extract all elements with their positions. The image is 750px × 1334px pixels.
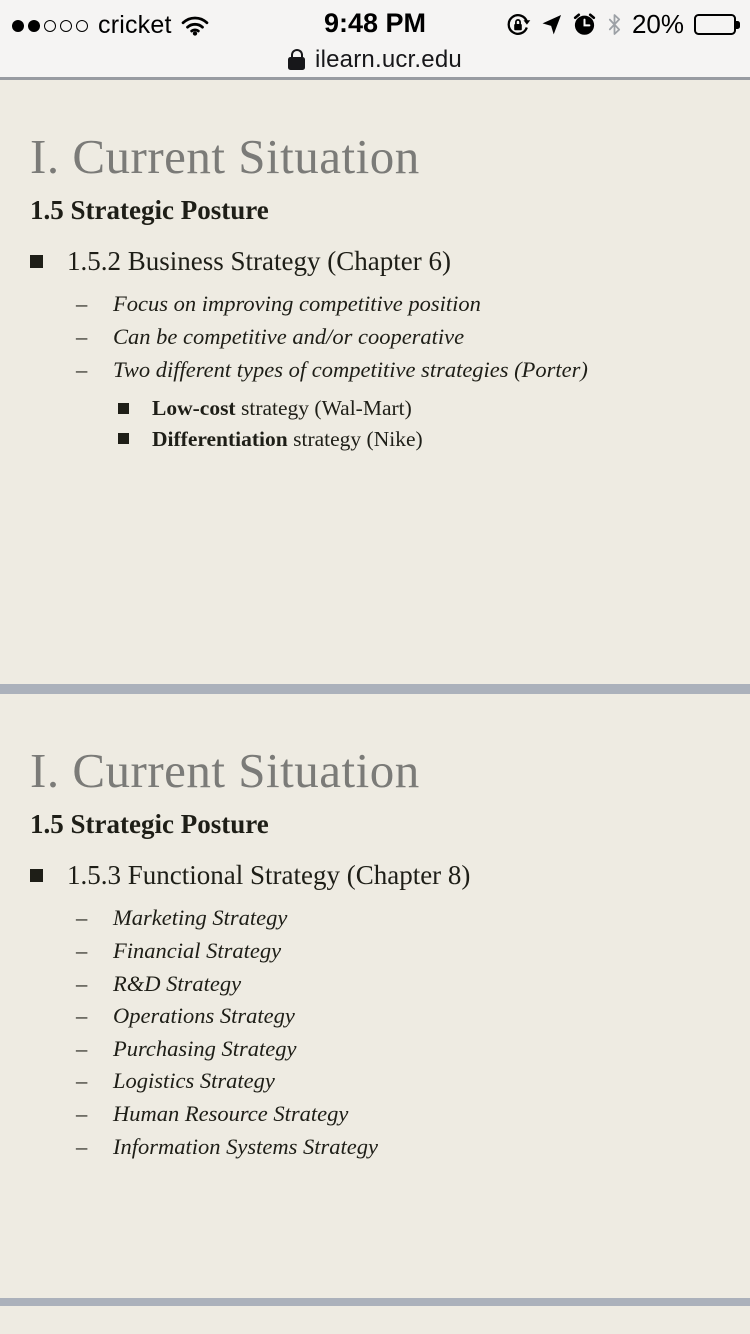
bluetooth-icon xyxy=(607,13,622,36)
dash-bullet: – xyxy=(76,1133,88,1159)
list-item-text xyxy=(152,393,412,424)
slide-divider xyxy=(0,1298,750,1306)
dash-bullet: – xyxy=(76,1035,88,1061)
square-bullet-icon xyxy=(118,403,129,414)
slide-subtitle: 1.5 Strategic Posture xyxy=(30,194,269,225)
list-item xyxy=(0,354,750,387)
slide-subtitle: 1.5 Strategic Posture xyxy=(30,808,269,839)
list-item-text: Can be competitive and/or cooperative xyxy=(113,323,465,349)
clock-time: 9:48 PM xyxy=(323,8,427,38)
list-item xyxy=(0,393,750,424)
dash-bullet: – xyxy=(76,356,88,382)
bullet-heading xyxy=(0,858,750,893)
web-content-scroll-area[interactable] xyxy=(0,80,750,1332)
slide-business-strategy xyxy=(0,80,750,684)
list-item-text: Financial Strategy xyxy=(113,937,282,963)
dash-bullet: – xyxy=(76,291,88,317)
list-item-text xyxy=(152,424,423,455)
list-item-text: Information Systems Strategy xyxy=(113,1133,378,1159)
square-bullet-icon xyxy=(30,255,43,268)
address-bar[interactable] xyxy=(0,42,750,77)
bullet-heading xyxy=(0,244,750,279)
list-item xyxy=(0,1098,750,1131)
square-bullet-icon xyxy=(30,869,43,882)
carrier-label: cricket xyxy=(98,11,172,39)
battery-icon xyxy=(694,14,736,35)
dash-bullet: – xyxy=(76,1003,88,1029)
list-item xyxy=(0,1065,750,1098)
list-item-text: Two different types of competitive strategies (Porter) xyxy=(113,356,588,382)
list-item xyxy=(0,288,750,321)
slide-title: I. Current Situation xyxy=(30,743,420,798)
list-item-text: Logistics Strategy xyxy=(113,1068,275,1094)
list-item xyxy=(0,1033,750,1066)
list-item-text: Operations Strategy xyxy=(113,1003,295,1029)
status-bar[interactable] xyxy=(0,0,750,42)
location-arrow-icon xyxy=(541,14,562,35)
status-right-cluster xyxy=(505,9,740,40)
square-bullet-icon xyxy=(118,433,129,444)
dash-list xyxy=(0,902,750,1163)
url-domain: ilearn.ucr.edu xyxy=(315,45,462,73)
dash-bullet: – xyxy=(76,1068,88,1094)
list-item xyxy=(0,935,750,968)
alarm-clock-icon xyxy=(572,12,597,37)
list-item xyxy=(0,902,750,935)
dash-bullet: – xyxy=(76,970,88,996)
rest-text: strategy (Nike) xyxy=(287,426,423,451)
list-item-text: Purchasing Strategy xyxy=(113,1035,297,1061)
bullet-heading-text: 1.5.2 Business Strategy (Chapter 6) xyxy=(67,246,451,277)
safari-top-chrome xyxy=(0,0,750,80)
dash-bullet: – xyxy=(76,1100,88,1126)
dash-bullet: – xyxy=(76,323,88,349)
list-item xyxy=(0,1131,750,1164)
dash-bullet: – xyxy=(76,905,88,931)
list-item-text: Human Resource Strategy xyxy=(113,1100,349,1126)
list-item-text: Focus on improving competitive position xyxy=(113,291,481,317)
list-item-text: Marketing Strategy xyxy=(113,905,288,931)
slide-title: I. Current Situation xyxy=(30,129,420,184)
lock-icon xyxy=(288,57,305,70)
slide-divider xyxy=(0,684,750,694)
battery-percent-label: 20% xyxy=(631,9,684,39)
list-item-text: R&D Strategy xyxy=(113,970,242,996)
list-item xyxy=(0,424,750,455)
list-item xyxy=(0,968,750,1001)
bold-lead: Differentiation xyxy=(152,426,288,451)
rotation-lock-icon xyxy=(505,12,531,38)
dash-bullet: – xyxy=(76,937,88,963)
rest-text: strategy (Wal-Mart) xyxy=(235,396,412,421)
dash-list xyxy=(0,288,750,386)
list-item xyxy=(0,1000,750,1033)
slide-functional-strategy xyxy=(0,694,750,1298)
bold-lead: Low-cost xyxy=(152,396,236,421)
square-sublist xyxy=(0,393,750,454)
slide-next-partial xyxy=(0,1306,750,1332)
list-item xyxy=(0,321,750,354)
bullet-heading-text: 1.5.3 Functional Strategy (Chapter 8) xyxy=(67,860,471,891)
